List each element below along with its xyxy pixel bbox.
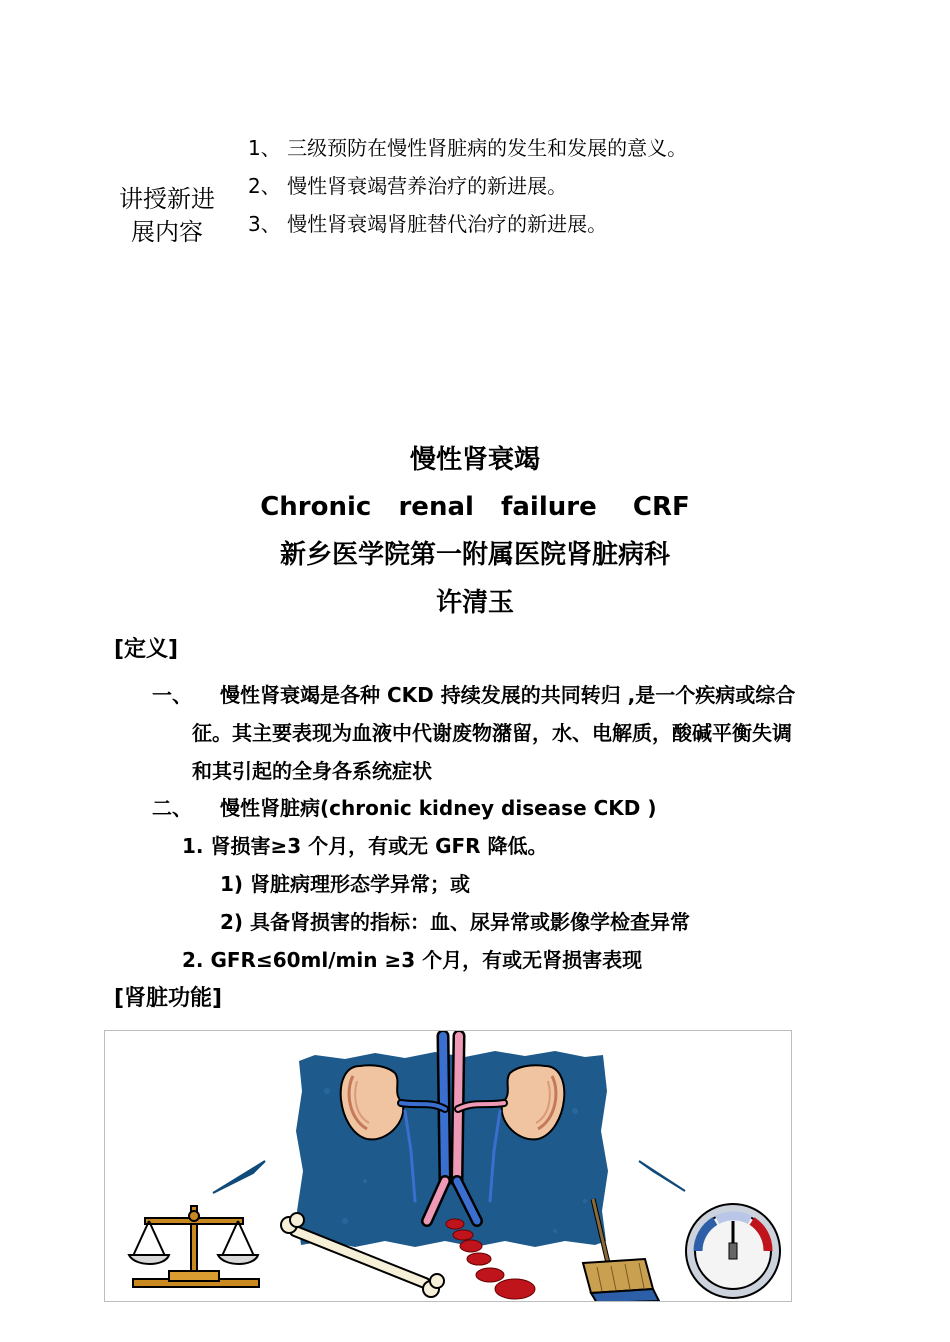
broom-icon <box>583 1199 659 1302</box>
pointer-right-icon <box>639 1161 685 1191</box>
item1-line-1: 慢性肾衰竭是各种 CKD 持续发展的共同转归 ,是一个疾病或综合 <box>220 683 796 707</box>
topic-2: 2、 慢性肾衰竭营养治疗的新进展。 <box>248 174 568 198</box>
author: 许清玉 <box>435 588 514 618</box>
criterion-1b: 2) 具备肾损害的指标：血、尿异常或影像学检查异常 <box>220 910 691 934</box>
intro-label: 讲授新进展内容 <box>119 185 215 246</box>
item2-number: 二、 <box>152 796 192 820</box>
item1-number: 一、 <box>152 683 192 707</box>
topic-1: 1、 三级预防在慢性肾脏病的发生和发展的意义。 <box>248 136 688 160</box>
criterion-1a: 1) 肾脏病理形态学异常；或 <box>220 872 471 896</box>
criterion-1: 1. 肾损害≥3 个月，有或无 GFR 降低。 <box>182 834 548 858</box>
item2-text: 慢性肾脏病(chronic kidney disease CKD ) <box>220 796 657 820</box>
topic-3: 3、 慢性肾衰竭肾脏替代治疗的新进展。 <box>248 212 608 236</box>
function-heading: [肾脏功能] <box>114 986 223 1011</box>
title-zh: 慢性肾衰竭 <box>409 445 540 475</box>
criterion-2: 2. GFR≤60ml/min ≥3 个月，有或无肾损害表现 <box>182 948 643 972</box>
balance-scale-icon <box>129 1206 259 1287</box>
title-en: Chronic renal failure CRF <box>260 492 690 522</box>
institution: 新乡医学院第一附属医院肾脏病科 <box>279 540 670 570</box>
kidney-function-illustration <box>104 1030 792 1302</box>
pointer-left-icon <box>213 1161 265 1193</box>
item1-line-2: 征。其主要表现为血液中代谢废物潴留，水、电解质，酸碱平衡失调 <box>192 721 792 745</box>
pressure-gauge-icon <box>686 1204 780 1298</box>
item1-line-3: 和其引起的全身各系统症状 <box>192 759 432 783</box>
definition-heading: [定义] <box>114 637 179 662</box>
